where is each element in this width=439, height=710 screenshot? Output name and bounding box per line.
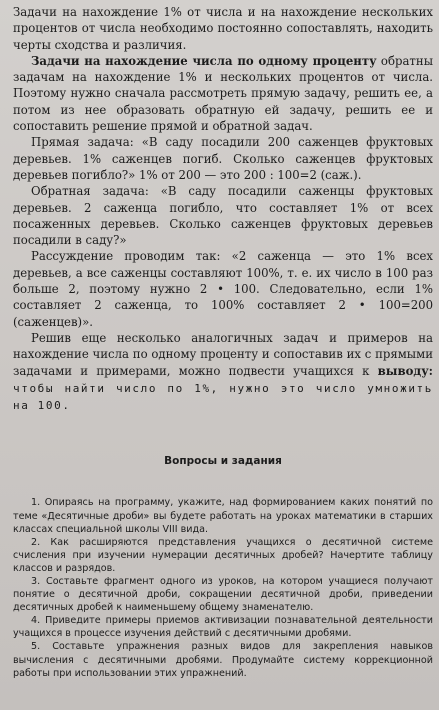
paragraph-2-rest: обратны задачам на нахождение 1% и нескольких процентов от числа. Поэтому нужно сначала рассмотреть прямую задачу, решить ее, а потом из нее образовать обратную ей задачу, решить ее и сопоставить решение прямой и обратной задач. (13, 53, 433, 134)
paragraph-inverse-task: Обратная задача: «В саду посадили саженцы фруктовых деревьев. 2 саженца погибло, что составляет 1% от всех посаженных деревьев. Сколько саженцев фруктовых деревьев посадили в саду?» (13, 184, 433, 248)
question-item: 1. Опираясь на программу, укажите, над формированием каких понятий по теме «Десятичные дроби» вы будете работать на уроках математики в старших классах специальной школы VIII вида. (13, 497, 433, 535)
section-title: Вопросы и задания (164, 455, 282, 468)
conclusion-bold: выводу: (377, 363, 433, 378)
questions-list (13, 496, 433, 679)
paragraph-direct-task: Прямая задача: «В саду посадили 200 саженцев фруктовых деревьев. 1% саженцев погиб. Сколько саженцев фруктовых деревьев погибло?» 1% от 200 — это 200 : 100=2 (саж.). (13, 135, 433, 182)
paragraph-2 (13, 53, 433, 134)
question-item: 5. Составьте упражнения разных видов для закрепления навыков вычисления с десятичными дробями. Продумайте систему коррекционной работы при использовании этих упражнений. (13, 641, 433, 679)
paragraph-conclusion (13, 330, 433, 414)
paragraph-2-bold: Задачи на нахождение числа по одному проценту (31, 53, 377, 68)
conclusion-start: Решив еще несколько аналогичных задач и примеров на нахождение числа по одному проценту и сопоставив их с прямыми задачами и примерами, можно подвести учащихся к (13, 330, 433, 378)
question-item: 4. Приведите примеры приемов активизации познавательной деятельности учащихся в процессе изучения действий с десятичными дробями. (13, 615, 433, 640)
question-item: 2. Как расширяются представления учащихся о десятичной системе счисления при изучении нумерации десятичных дробей? Начертите таблицу классов и разрядов. (13, 536, 433, 574)
main-text (13, 4, 433, 414)
question-item: 3. Составьте фрагмент одного из уроков, на котором учащиеся получают понятие о десятичной дроби, сокращении десятичной дроби, приведении десятичных дробей к наименьшему общему знаменателю. (13, 575, 433, 614)
conclusion-rule: чтобы найти число по 1%, нужно это число умножить на 100. (13, 381, 433, 413)
paragraph-1: Задачи на нахождение 1% от числа и на нахождение нескольких процентов от числа необходимо постоянно сопоставлять, находить черты сходства и различия. (13, 5, 433, 52)
paragraph-reasoning: Рассуждение проводим так: «2 саженца — это 1% всех деревьев, а все саженцы составляют 100%, т. е. их число в 100 раз больше 2, поэтому нужно 2 • 100. Следовательно, если 1% составляет 2 саженца, то 100% составляет 2 • 100=200 (саженцев)». (13, 249, 433, 329)
